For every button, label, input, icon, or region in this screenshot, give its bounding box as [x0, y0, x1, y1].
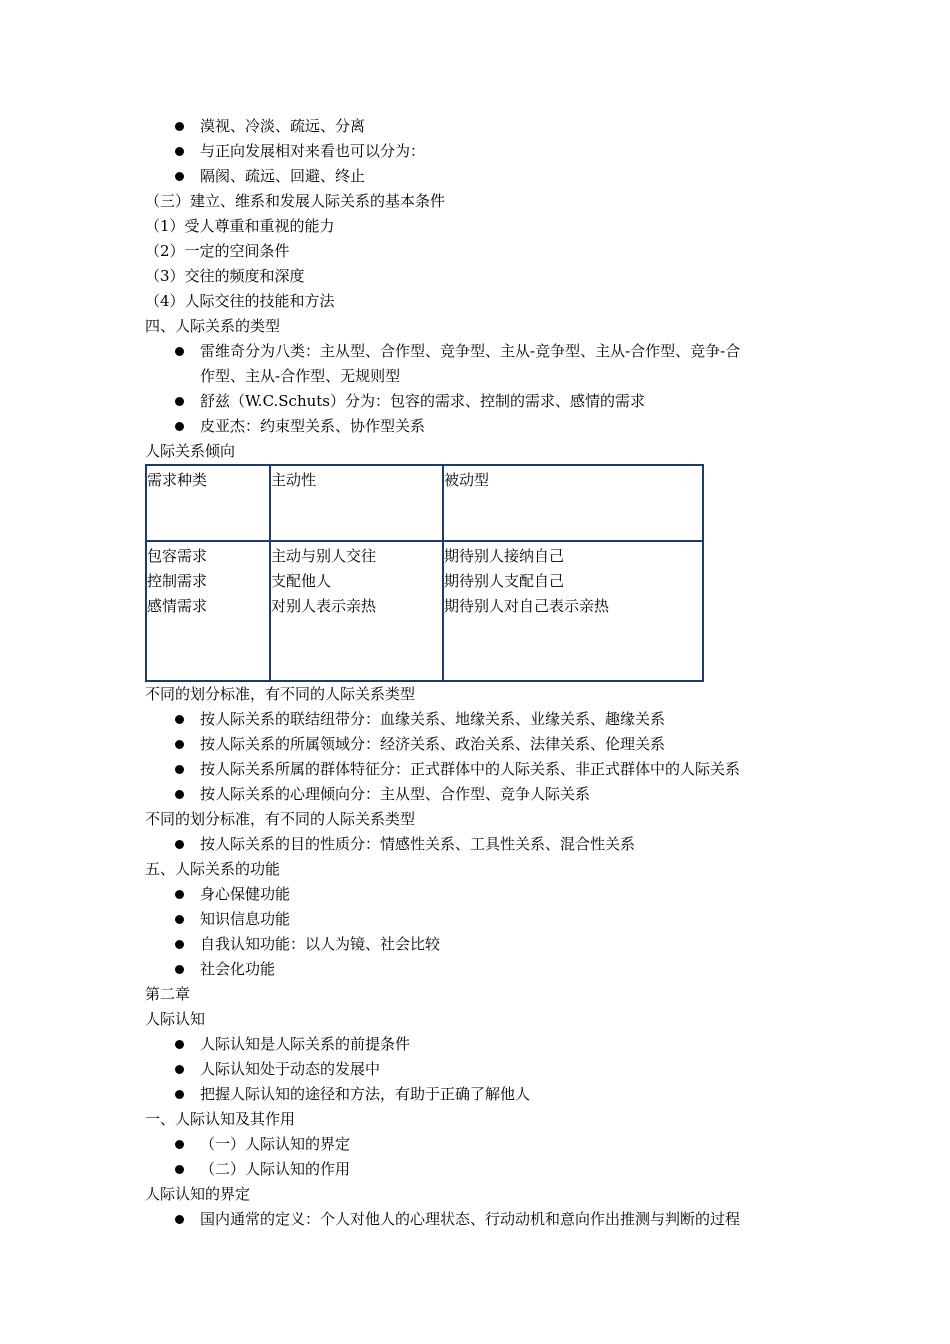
paragraph-line: 第二章	[145, 985, 191, 1003]
table-cell	[270, 541, 443, 681]
bullet-dot-icon	[175, 172, 184, 181]
bullet-text: 人际认知处于动态的发展中	[200, 1060, 381, 1078]
bullet-item	[145, 414, 815, 439]
bullet-text: （一）人际认知的界定	[200, 1135, 351, 1153]
bullet-item	[145, 957, 815, 982]
bullet-item	[145, 389, 815, 414]
table-cell	[146, 541, 270, 681]
bullet-dot-icon	[175, 740, 184, 749]
bullet-item	[145, 139, 815, 164]
bullet-text: 把握人际认知的途径和方法，有助于正确了解他人	[200, 1085, 531, 1103]
paragraph-line: 人际认知的界定	[145, 1185, 251, 1203]
bullet-text: 社会化功能	[200, 960, 276, 978]
bullet-item	[145, 1082, 815, 1107]
bullet-item	[145, 1207, 815, 1232]
bullet-item	[145, 832, 815, 857]
bullet-text: 舒兹（W.C.Schuts）分为：包容的需求、控制的需求、感情的需求	[200, 392, 646, 410]
bullet-item	[145, 707, 815, 732]
bullet-dot-icon	[175, 422, 184, 431]
bullet-text: 皮亚杰：约束型关系、协作型关系	[200, 417, 426, 435]
table-header-row	[146, 465, 703, 541]
paragraph-line: 人际认知	[145, 1010, 206, 1028]
bullet-text: 身心保健功能	[200, 885, 291, 903]
bullet-text: 人际认知是人际关系的前提条件	[200, 1035, 411, 1053]
bullet-dot-icon	[175, 965, 184, 974]
paragraph-line: （4）人际交往的技能和方法	[145, 292, 335, 310]
bullet-item	[145, 782, 815, 807]
bullet-text: 按人际关系的心理倾向分：主从型、合作型、竞争人际关系	[200, 785, 591, 803]
paragraph-line: 不同的划分标准，有不同的人际关系类型	[145, 685, 416, 703]
table-cell-line: 对别人表示亲热	[271, 597, 377, 615]
bullet-text: 与正向发展相对来看也可以分为：	[200, 142, 426, 160]
bullet-dot-icon	[175, 890, 184, 899]
bullet-dot-icon	[175, 765, 184, 774]
paragraph-line: （1）受人尊重和重视的能力	[145, 217, 335, 235]
bullet-text: 按人际关系的联结纽带分：血缘关系、地缘关系、业缘关系、趣缘关系	[200, 710, 666, 728]
table-cell-line: 感情需求	[147, 597, 208, 615]
table-cell-line: 期待别人对自己表示亲热	[444, 597, 610, 615]
bullet-item	[145, 1157, 815, 1182]
bullet-item	[145, 164, 815, 189]
table-cell-line: 期待别人支配自己	[444, 572, 565, 590]
bullet-dot-icon	[175, 940, 184, 949]
table-cell-line: 期待别人接纳自己	[444, 547, 565, 565]
table-header-cell: 需求种类	[146, 465, 270, 541]
table-cell-line: 支配他人	[271, 572, 332, 590]
bullet-text: 自我认知功能：以人为镜、社会比较	[200, 935, 441, 953]
bullet-dot-icon	[175, 1090, 184, 1099]
paragraph-line: 人际关系倾向	[145, 442, 236, 460]
bullet-item	[145, 757, 815, 782]
bullet-item	[145, 882, 815, 907]
bullet-dot-icon	[175, 122, 184, 131]
bullet-text: 隔阂、疏远、回避、终止	[200, 167, 366, 185]
paragraph-line: 不同的划分标准，有不同的人际关系类型	[145, 810, 416, 828]
bullet-dot-icon	[175, 790, 184, 799]
paragraph-line: （3）交往的频度和深度	[145, 267, 305, 285]
bullet-item	[145, 907, 815, 932]
bullet-dot-icon	[175, 715, 184, 724]
bullet-text: 知识信息功能	[200, 910, 291, 928]
bullet-item	[145, 732, 815, 757]
bullet-dot-icon	[175, 1165, 184, 1174]
bullet-dot-icon	[175, 1215, 184, 1224]
bullet-dot-icon	[175, 915, 184, 924]
paragraph-line: 一、人际认知及其作用	[145, 1110, 296, 1128]
document-body	[145, 114, 815, 1232]
bullet-dot-icon	[175, 147, 184, 156]
bullet-text: 雷维奇分为八类：主从型、合作型、竞争型、主从-竞争型、主从-合作型、竞争-合	[200, 342, 741, 360]
bullet-dot-icon	[175, 1040, 184, 1049]
bullet-dot-icon	[175, 1140, 184, 1149]
bullet-item	[145, 339, 815, 389]
needs-table	[145, 464, 702, 680]
table-row	[146, 541, 703, 681]
paragraph-line: 五、人际关系的功能	[145, 860, 281, 878]
paragraph-line: （三）建立、维系和发展人际关系的基本条件	[145, 192, 446, 210]
bullet-item	[145, 1057, 815, 1082]
bullet-item	[145, 1032, 815, 1057]
table-cell-line: 包容需求	[147, 547, 208, 565]
bullet-text: 按人际关系的所属领域分：经济关系、政治关系、法律关系、伦理关系	[200, 735, 666, 753]
bullet-text: 按人际关系所属的群体特征分：正式群体中的人际关系、非正式群体中的人际关系	[200, 760, 741, 778]
bullet-item	[145, 114, 815, 139]
bullet-dot-icon	[175, 840, 184, 849]
bullet-text: 国内通常的定义：个人对他人的心理状态、行动动机和意向作出推测与判断的过程	[200, 1210, 741, 1228]
table-header-cell: 主动性	[270, 465, 443, 541]
bullet-text: 漠视、冷淡、疏远、分离	[200, 117, 366, 135]
bullet-dot-icon	[175, 347, 184, 356]
bullet-text: 按人际关系的目的性质分：情感性关系、工具性关系、混合性关系	[200, 835, 636, 853]
bullet-text-continued: 作型、主从-合作型、无规则型	[200, 367, 401, 385]
bullet-text: （二）人际认知的作用	[200, 1160, 351, 1178]
table-cell-line: 控制需求	[147, 572, 208, 590]
table-cell	[443, 541, 703, 681]
bullet-item	[145, 1132, 815, 1157]
bullet-dot-icon	[175, 1065, 184, 1074]
bullet-dot-icon	[175, 397, 184, 406]
table-header-cell: 被动型	[443, 465, 703, 541]
bullet-item	[145, 932, 815, 957]
paragraph-line: 四、人际关系的类型	[145, 317, 281, 335]
paragraph-line: （2）一定的空间条件	[145, 242, 290, 260]
table-cell-line: 主动与别人交往	[271, 547, 377, 565]
